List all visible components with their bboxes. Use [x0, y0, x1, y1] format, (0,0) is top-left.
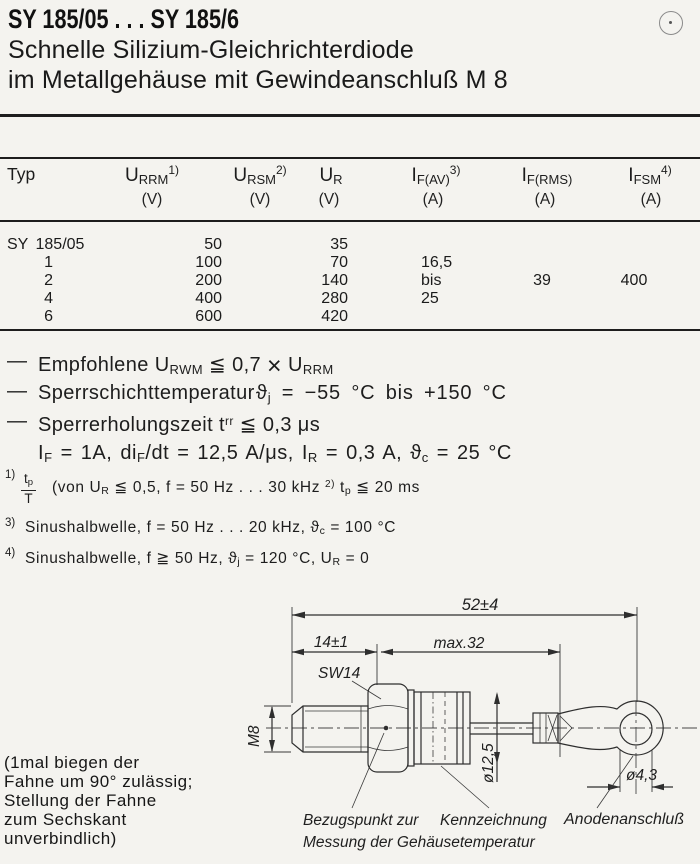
table-rule-header: [0, 220, 700, 222]
unit-ursm: (V): [249, 191, 271, 208]
unit-ifsm: (A): [640, 191, 662, 208]
duty-cycle-fraction: $\frac{t_p}{T}$: [21, 471, 36, 506]
value-cell-urrm: 100: [195, 254, 222, 271]
svg-text:52±4: 52±4: [461, 596, 499, 614]
bend-note-line: (1mal biegen der: [4, 753, 140, 772]
dash-bullet: —: [7, 350, 27, 372]
table-rule-top: [0, 157, 700, 159]
svg-text:ø4,3: ø4,3: [626, 767, 658, 784]
value-cell-urrm: 400: [195, 290, 222, 307]
value-cell-ur: 70: [330, 254, 348, 271]
registration-dot-icon: [659, 11, 683, 35]
typ-cell: 6: [44, 308, 53, 325]
footnote-3: 3) Sinushalbwelle, f = 50 Hz . . . 20 kHz, $ϑ_c = 100$ °C: [5, 517, 397, 537]
bend-note-line: Stellung der Fahne: [4, 791, 157, 810]
subtitle-line-2: im Metallgehäuse mit Gewindeanschluß M 8: [8, 66, 508, 94]
value-cell-ur: 140: [321, 272, 348, 289]
dimension-hole-diameter: [587, 750, 673, 792]
dimension-body-length: [381, 635, 560, 655]
unit-ifrms: (A): [534, 191, 556, 208]
threaded-stud: [292, 706, 368, 752]
header-rule: [0, 114, 700, 117]
unit-ifav: (A): [422, 191, 444, 208]
table-rule-bottom: [0, 329, 700, 331]
unit-urrm: (V): [141, 191, 163, 208]
svg-text:max.32: max.32: [433, 635, 485, 652]
label-marking: Kennzeichnung: [440, 812, 547, 829]
value-cell-urrm: 50: [204, 236, 222, 253]
typ-cell: SY 185/05: [7, 236, 85, 253]
wrench-size-callout: [318, 665, 381, 699]
value-cell-urrm: 600: [195, 308, 222, 325]
value-cell-ur: 280: [321, 290, 348, 307]
value-cell-urrm: 200: [195, 272, 222, 289]
value-cell-ifav: 16,5: [421, 254, 453, 271]
footnote-1: 1) $\frac{t_p}{T}$ (von $U_R$ ≦ 0,5, f = 50 Hz . . . 30 kHz $^{2)}$ $t_p$ ≦ 20 ms: [5, 469, 420, 506]
typ-cell: 2: [44, 272, 53, 289]
dimension-thread-m8: [246, 706, 291, 752]
dimension-overall-length: [292, 596, 637, 618]
svg-text:SW14: SW14: [318, 665, 361, 682]
lead-wire: [470, 723, 533, 734]
typ-cell: 4: [44, 290, 53, 307]
value-cell-ifav: 25: [421, 290, 439, 307]
dash-bullet: —: [7, 380, 27, 402]
column-header-ifrms: $I_{F(RMS)}$: [521, 165, 573, 187]
note-test-conditions: $I_F = 1A$, $di_F/dt = 12,5$ A/μs, $I_R = 0,3$ A, $ϑ_c = 25$ °C: [38, 442, 512, 465]
label-reference-point-line1: Bezugspunkt zur: [303, 812, 419, 829]
value-cell-ifav: bis: [421, 272, 442, 289]
note-recommended-urwm: — Empfohlene $U_{RWM}$ ≦ $0,7 \times U_{RRM}$: [7, 350, 334, 380]
page-title: SY 185/05 . . . SY 185/6: [8, 4, 239, 34]
value-cell-ifsm: 400: [620, 272, 648, 289]
value-cell-ifrms: 39: [533, 272, 551, 289]
label-anode-connection: Anodenanschluß: [564, 811, 685, 828]
label-reference-point-line2: Messung der Gehäusetemperatur: [303, 834, 535, 851]
typ-cell: 1: [44, 254, 53, 271]
subtitle-line-1: Schnelle Silizium-Gleichrichterdiode: [8, 36, 414, 64]
dimension-thread-length: [292, 634, 377, 655]
column-header-ifsm: $I_{FSM}^{4)}$: [628, 163, 672, 187]
svg-text:M8: M8: [246, 725, 263, 747]
unit-ur: (V): [318, 191, 340, 208]
note-junction-temperature: — Sperrschichttemperatur $ϑ_j = -55$ °C bis +150 °C: [7, 380, 507, 405]
svg-text:ø12,5: ø12,5: [480, 743, 497, 783]
column-header-ur: $U_R$: [319, 165, 343, 187]
dash-bullet: —: [7, 410, 27, 432]
case-temp-reference-point: [384, 726, 389, 731]
svg-text:14±1: 14±1: [313, 634, 349, 651]
bend-note-line: unverbindlich): [4, 829, 117, 848]
extension-lines: [292, 607, 637, 757]
column-header-urrm: $U_{RRM}^{1)}$: [124, 163, 179, 187]
value-cell-ur: 35: [330, 236, 348, 253]
column-header-typ: Typ: [7, 164, 36, 184]
note-reverse-recovery: — Sperrerholungszeit $t^{rr}$ ≦ 0,3 μs: [7, 410, 321, 436]
bend-note-line: zum Sechskant: [4, 810, 127, 829]
bend-note-line: Fahne um 90° zulässig;: [4, 772, 193, 791]
dimension-body-diameter: [480, 692, 500, 783]
footnote-4: 4) Sinushalbwelle, f ≧ 50 Hz, $ϑ_j = 120$ °C, $U_R = 0$: [5, 547, 370, 568]
column-header-ifav: $I_{F(AV)}^{3)}$: [411, 163, 461, 187]
column-header-ursm: $U_{RSM}^{2)}$: [233, 163, 287, 187]
value-cell-ur: 420: [321, 308, 348, 325]
